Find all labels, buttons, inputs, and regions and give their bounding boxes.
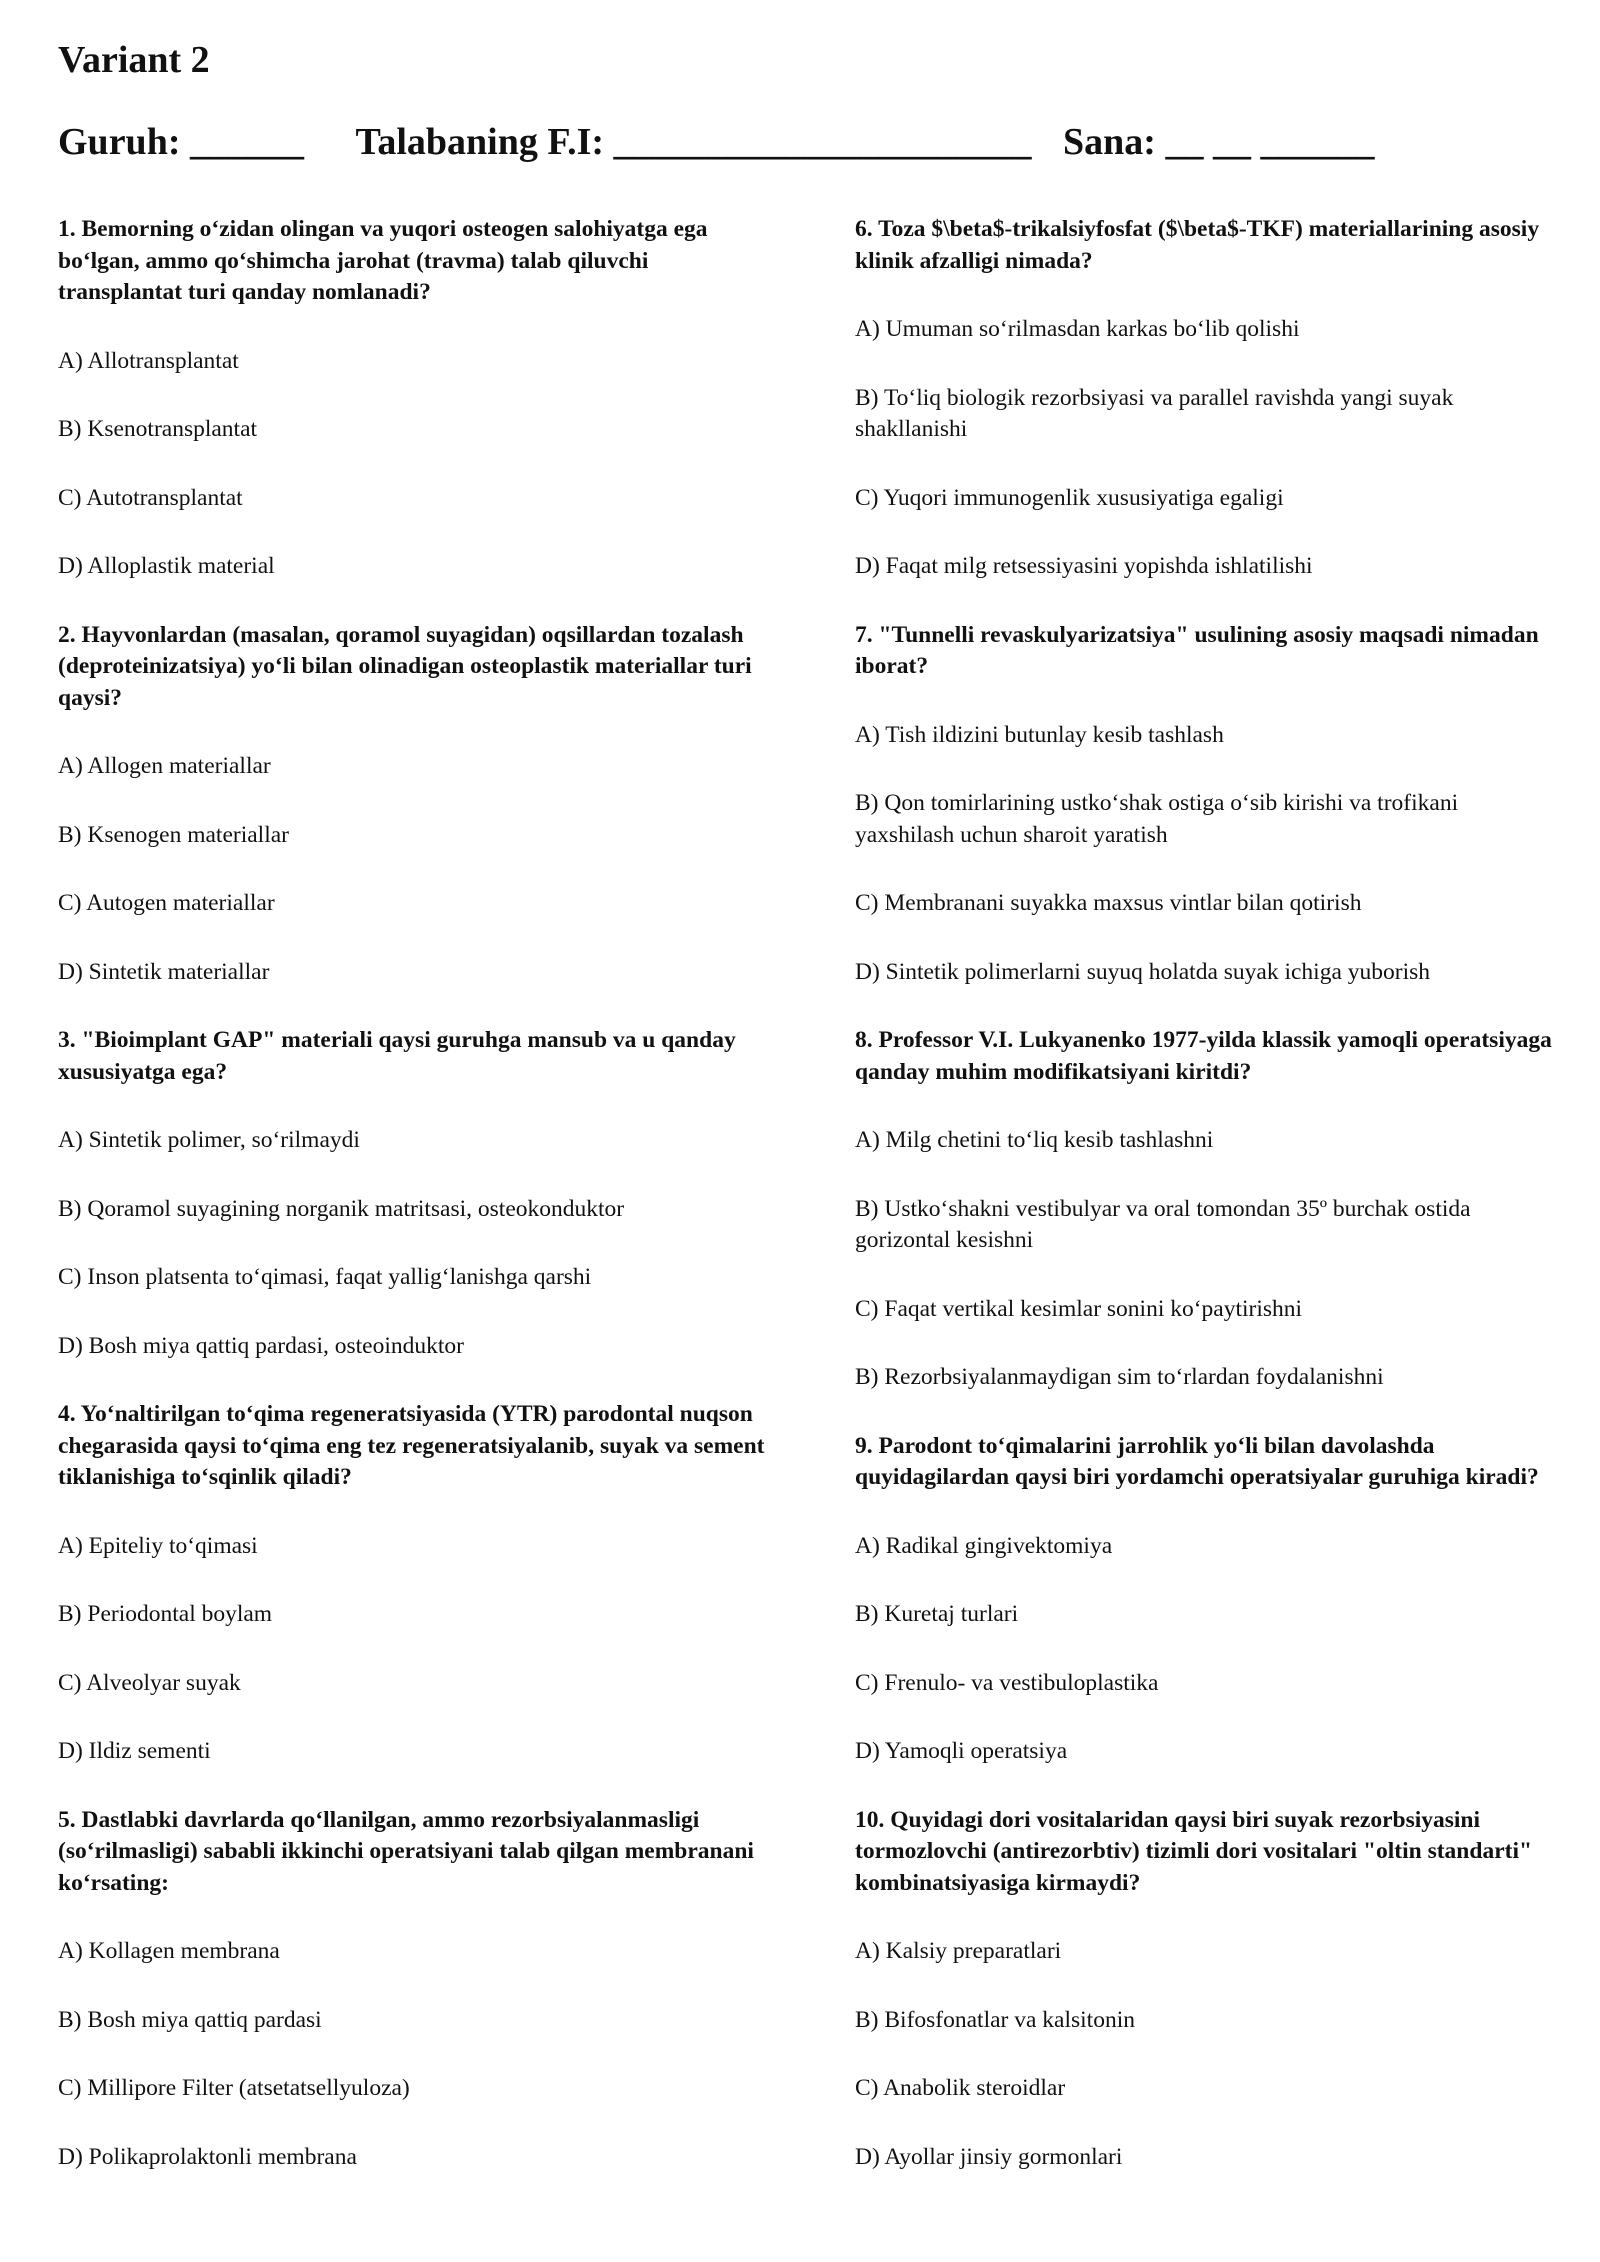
question-6 [855,214,1555,583]
answer-option[interactable]: D) Sintetik materiallar [58,958,270,985]
question-text: 8. Professor V.I. Lukyanenko 1977-yilda klassik yamoqli operatsiyaga qanday muhim modifikatsiyani kiritdi? [855,1027,1552,1085]
question-text: 10. Quyidagi dori vositalaridan qaysi biri suyak rezorbsiyasini tormozlovchi (antirezorbtiv) tizimli dori vositalari "oltin standarti" kombinatsiyasiga kirmaydi? [855,1806,1533,1896]
answer-option[interactable]: C) Alveolyar suyak [58,1669,241,1696]
answer-option[interactable]: B) Ksenotransplantat [58,416,258,442]
answer-option[interactable]: B) Ksenogen materiallar [58,821,289,848]
answer-option[interactable]: B) Qon tomirlarining ustko‘shak ostiga o‘sib kirishi va trofikani yaxshilash uchun sharoit yaratish [855,790,1459,848]
answer-option[interactable]: C) Membranani suyakka maxsus vintlar bilan qotirish [855,890,1362,916]
question-8 [855,1025,1555,1394]
answer-option[interactable]: A) Kollagen membrana [58,1938,280,1964]
group-field[interactable]: Guruh: ______ [58,121,304,163]
student-info-header [58,120,1558,164]
answer-option[interactable]: D) Bosh miya qattiq pardasi, osteoinduktor [58,1332,464,1359]
question-text: 1. Bemorning o‘zidan olingan va yuqori osteogen salohiyatga ega bo‘lgan, ammo qo‘shimcha jarohat (travma) talab qiluvchi transplantat turi qanday nomlanadi? [58,216,708,305]
answer-option[interactable]: C) Autotransplantat [58,484,243,511]
question-5 [58,1805,768,2174]
answer-option[interactable]: C) Frenulo- va vestibuloplastika [855,1669,1159,1696]
answer-option[interactable]: A) Epiteliy to‘qimasi [58,1532,258,1559]
student-name-field[interactable]: Talabaning F.I: ______________________ [355,121,1032,163]
answer-option[interactable]: A) Allotransplantat [58,347,239,374]
answer-option[interactable]: A) Kalsiy preparatlari [855,1938,1062,1964]
answer-option[interactable]: B) Rezorbsiyalanmaydigan sim to‘rlardan foydalanishni [855,1364,1384,1390]
question-3 [58,1025,768,1362]
answer-option[interactable]: C) Faqat vertikal kesimlar sonini ko‘paytirishni [855,1295,1303,1322]
answer-option[interactable]: D) Alloplastik material [58,553,275,579]
question-4 [58,1399,768,1768]
answer-option[interactable]: B) Kuretaj turlari [855,1601,1019,1627]
answer-option[interactable]: A) Milg chetini to‘liq kesib tashlashni [855,1127,1214,1153]
left-column [58,214,768,2173]
answer-option[interactable]: D) Faqat milg retsessiyasini yopishda ishlatilishi [855,553,1313,579]
answer-option[interactable]: B) Bosh miya qattiq pardasi [58,2006,322,2033]
question-text: 6. Toza $\beta$-trikalsiyfosfat ($\beta$-TKF) materiallarining asosiy klinik afzalligi nimada? [855,216,1540,274]
answer-option[interactable]: D) Yamoqli operatsiya [855,1738,1068,1764]
answer-option[interactable]: B) Qoramol suyagining norganik matritsasi, osteokonduktor [58,1195,625,1222]
answer-option[interactable]: B) Periodontal boylam [58,1601,273,1627]
answer-option[interactable]: A) Umuman so‘rilmasdan karkas bo‘lib qolishi [855,316,1300,342]
question-1 [58,214,768,583]
answer-option[interactable]: B) To‘liq biologik rezorbsiyasi va parallel ravishda yangi suyak shakllanishi [855,384,1454,442]
answer-option[interactable]: A) Allogen materiallar [58,753,271,779]
question-text: 4. Yo‘naltirilgan to‘qima regeneratsiyasida (YTR) parodontal nuqson chegarasida qaysi to‘qima eng tez regeneratsiyalanib, suyak va sement tiklanishiga to‘sqinlik qiladi? [58,1401,765,1490]
question-10 [855,1805,1555,2174]
question-9 [855,1431,1555,1768]
answer-option[interactable]: B) Ustko‘shakni vestibulyar va oral tomondan 35º burchak ostida gorizontal kesishni [855,1195,1471,1253]
question-text: 3. "Bioimplant GAP" materiali qaysi guruhga mansub va u qanday xususiyatga ega? [58,1027,736,1085]
answer-option[interactable]: D) Ildiz sementi [58,1738,211,1764]
answer-option[interactable]: A) Radikal gingivektomiya [855,1532,1113,1559]
answer-option[interactable]: D) Sintetik polimerlarni suyuq holatda suyak ichiga yuborish [855,958,1431,985]
variant-title: Variant 2 [58,39,210,81]
answer-option[interactable]: D) Ayollar jinsiy gormonlari [855,2143,1123,2170]
answer-option[interactable]: C) Inson platsenta to‘qimasi, faqat yallig‘lanishga qarshi [58,1264,592,1290]
answer-option[interactable]: C) Autogen materiallar [58,890,275,916]
question-2 [58,620,768,989]
date-field[interactable]: Sana: __ __ ______ [1063,121,1375,163]
question-text: 9. Parodont to‘qimalarini jarrohlik yo‘li bilan davolashda quyidagilardan qaysi biri yordamchi operatsiyalar guruhiga kiradi? [855,1432,1539,1490]
answer-option[interactable]: A) Tish ildizini butunlay kesib tashlash [855,721,1224,748]
answer-option[interactable]: B) Bifosfonatlar va kalsitonin [855,2006,1135,2033]
right-column [855,214,1555,2173]
answer-option[interactable]: D) Polikaprolaktonli membrana [58,2143,357,2170]
answer-option[interactable]: A) Sintetik polimer, so‘rilmaydi [58,1127,360,1153]
question-text: 2. Hayvonlardan (masalan, qoramol suyagidan) oqsillardan tozalash (deproteinizatsiya) yo‘li bilan olinadigan osteoplastik materiallar turi qaysi? [58,621,752,711]
question-text: 7. "Tunnelli revaskulyarizatsiya" usulining asosiy maqsadi nimadan iborat? [855,621,1539,679]
answer-option[interactable]: C) Millipore Filter (atsetatsellyuloza) [58,2075,410,2101]
answer-option[interactable]: C) Yuqori immunogenlik xususiyatiga egaligi [855,484,1284,511]
answer-option[interactable]: C) Anabolik steroidlar [855,2075,1066,2101]
question-7 [855,620,1555,989]
question-text: 5. Dastlabki davrlarda qo‘llanilgan, ammo rezorbsiyalanmasligi (so‘rilmasligi) sababli ikkinchi operatsiyani talab qilgan membranani ko‘rsating: [58,1806,754,1896]
